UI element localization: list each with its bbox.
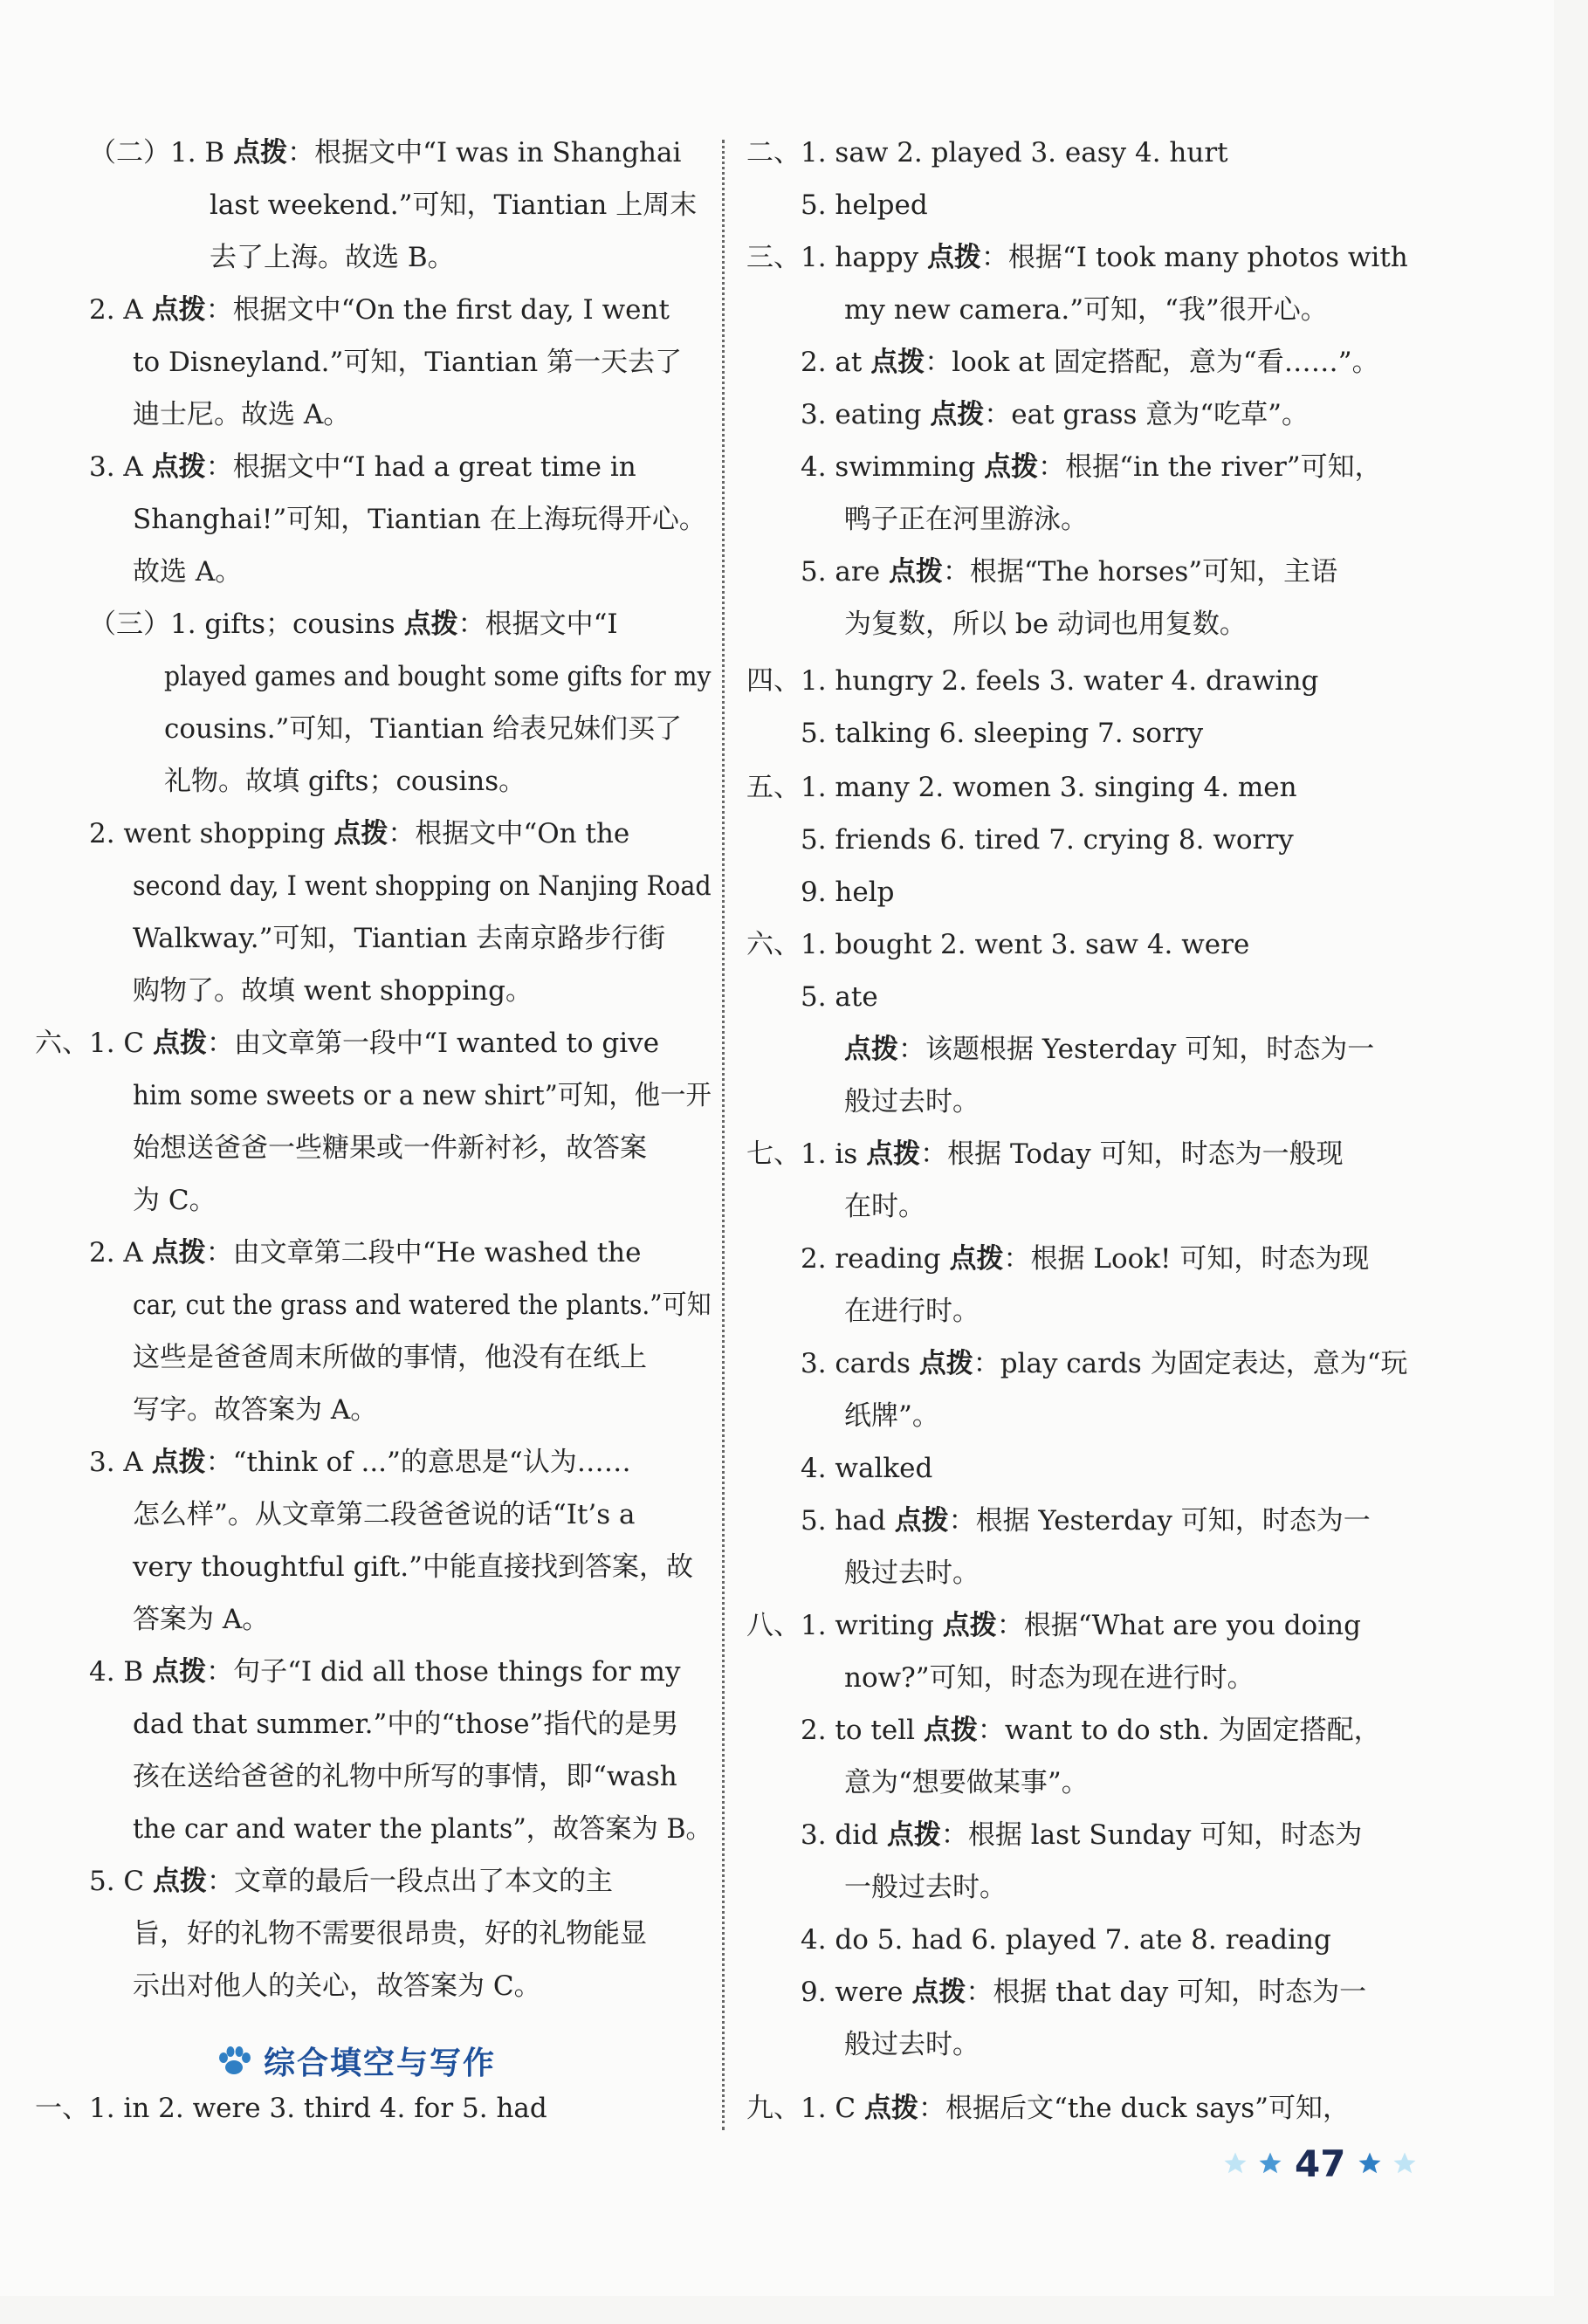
answer-line: 4. B 点拨：句子“I did all those things for my	[89, 1656, 681, 1688]
answer-line: 七、1. is 点拨：根据 Today 可知，时态为一般现	[746, 1138, 1344, 1170]
star-icon	[1357, 2150, 1383, 2176]
answer-line: 4. do 5. had 6. played 7. ate 8. reading	[801, 1924, 1331, 1956]
answer-line: 在进行时。	[844, 1296, 980, 1327]
answer-line: 六、1. C 点拨：由文章第一段中“I wanted to give	[35, 1028, 660, 1059]
star-icon	[1392, 2150, 1418, 2176]
answer-line: 一般过去时。	[844, 1872, 1007, 1903]
answer-line: 一、1. in 2. were 3. third 4. for 5. had	[35, 2093, 547, 2124]
answer-line: 般过去时。	[844, 2029, 980, 2060]
answer-line: 为复数，所以 be 动词也用复数。	[844, 609, 1247, 640]
answer-line: （三）1. gifts；cousins 点拨：根据文中“I	[89, 609, 618, 640]
answer-line: played games and bought some gifts for my	[164, 661, 712, 692]
answer-line: 3. A 点拨：根据文中“I had a great time in	[89, 451, 636, 483]
answer-line: 5. ate	[801, 981, 878, 1013]
page-number: 47	[1295, 2142, 1346, 2185]
answer-line: 鸭子正在河里游泳。	[844, 504, 1088, 535]
answer-line: to Disneyland.”可知，Tiantian 第一天去了	[133, 347, 683, 378]
answer-line: 旨，好的礼物不需要很昂贵，好的礼物能显	[133, 1918, 647, 1949]
answer-line: 3. A 点拨：“think of ...”的意思是“认为……	[89, 1447, 631, 1478]
answer-line: 示出对他人的关心，故答案为 C。	[133, 1970, 541, 2002]
star-icon	[1257, 2150, 1283, 2176]
answer-line: Shanghai!”可知，Tiantian 在上海玩得开心。	[133, 504, 706, 535]
answer-line: 这些是爸爸周末所做的事情，他没有在纸上	[133, 1342, 647, 1373]
answer-line: 孩在送给爸爸的礼物中所写的事情，即“wash	[133, 1761, 677, 1792]
answer-line: 5. had 点拨：根据 Yesterday 可知，时态为一	[801, 1505, 1371, 1537]
answer-line: 2. A 点拨：根据文中“On the first day, I went	[89, 294, 670, 326]
answer-line: 九、1. C 点拨：根据后文“the duck says”可知，	[746, 2093, 1350, 2124]
answer-line: 2. at 点拨：look at 固定搭配，意为“看……”。	[801, 347, 1379, 378]
answer-line: 怎么样”。从文章第二段爸爸说的话“It’s a	[133, 1499, 636, 1530]
answer-line: 在时。	[844, 1191, 925, 1222]
answer-line: 4. walked	[801, 1453, 933, 1484]
answer-line: 故选 A。	[133, 556, 243, 588]
answer-line: last weekend.”可知，Tiantian 上周末	[210, 189, 698, 221]
answer-line: 3. eating 点拨：eat grass 意为“吃草”。	[801, 399, 1309, 430]
answer-line: now?”可知，时态为现在进行时。	[844, 1662, 1255, 1694]
answer-line: 为 C。	[133, 1185, 217, 1216]
answer-line: 9. were 点拨：根据 that day 可知，时态为一	[801, 1977, 1367, 2008]
answer-line: 八、1. writing 点拨：根据“What are you doing	[746, 1610, 1361, 1641]
answer-line: 4. swimming 点拨：根据“in the river”可知，	[801, 451, 1382, 483]
answer-line: 纸牌”。	[844, 1400, 939, 1432]
answer-line: 5. C 点拨：文章的最后一段点出了本文的主	[89, 1866, 614, 1897]
answer-line: 5. helped	[801, 189, 928, 221]
section-heading	[217, 2039, 496, 2083]
answer-line: 般过去时。	[844, 1557, 980, 1589]
answer-line: 迪士尼。故选 A。	[133, 399, 351, 430]
answer-line: Walkway.”可知，Tiantian 去南京路步行街	[133, 923, 666, 954]
answer-line: 六、1. bought 2. went 3. saw 4. were	[746, 929, 1250, 960]
answer-line: 点拨：该题根据 Yesterday 可知，时态为一	[844, 1034, 1375, 1065]
answer-line: the car and water the plants”，故答案为 B。	[133, 1813, 712, 1845]
page-footer	[1218, 2137, 1422, 2190]
answer-line: 2. went shopping 点拨：根据文中“On the	[89, 818, 630, 849]
answer-line: 写字。故答案为 A。	[133, 1394, 378, 1426]
answer-line: second day, I went shopping on Nanjing Road	[133, 870, 712, 902]
answer-line: 5. friends 6. tired 7. crying 8. worry	[801, 824, 1294, 856]
answer-line: 答案为 A。	[133, 1604, 270, 1635]
answer-line: 三、1. happy 点拨：根据“I took many photos with	[746, 242, 1408, 273]
answer-line: 5. are 点拨：根据“The horses”可知，主语	[801, 556, 1338, 588]
answer-line: him some sweets or a new shirt”可知，他一开	[133, 1080, 712, 1111]
column-divider	[722, 140, 725, 2130]
answer-line: 二、1. saw 2. played 3. easy 4. hurt	[746, 137, 1228, 168]
answer-line: 意为“想要做某事”。	[844, 1767, 1089, 1798]
answer-line: 3. did 点拨：根据 last Sunday 可知，时态为	[801, 1819, 1363, 1851]
answer-line: 9. help	[801, 877, 895, 908]
answer-line: car, cut the grass and watered the plants.”可知	[133, 1289, 712, 1321]
answer-line: my new camera.”可知，“我”很开心。	[844, 294, 1328, 326]
answer-line: （二）1. B 点拨：根据文中“I was in Shanghai	[89, 137, 682, 168]
answer-line: 3. cards 点拨：play cards 为固定表达，意为“玩	[801, 1348, 1408, 1379]
section-heading-text: 综合填空与写作	[264, 2046, 497, 2081]
answer-line: 始想送爸爸一些糖果或一件新衬衫，故答案	[133, 1132, 647, 1164]
answer-line: 般过去时。	[844, 1086, 980, 1117]
answer-line: 购物了。故填 went shopping。	[133, 975, 533, 1007]
answer-line: 2. A 点拨：由文章第二段中“He washed the	[89, 1237, 642, 1269]
star-icon	[1222, 2150, 1248, 2176]
answer-line: dad that summer.”中的“those”指代的是男	[133, 1709, 679, 1740]
answer-line: 5. talking 6. sleeping 7. sorry	[801, 718, 1204, 749]
answer-line: cousins.”可知，Tiantian 给表兄妹们买了	[164, 713, 683, 745]
answer-line: 2. to tell 点拨：want to do sth. 为固定搭配，	[801, 1715, 1381, 1746]
answer-line: 礼物。故填 gifts；cousins。	[164, 766, 526, 797]
answer-line: 2. reading 点拨：根据 Look! 可知，时态为现	[801, 1243, 1370, 1275]
answer-line: 五、1. many 2. women 3. singing 4. men	[746, 772, 1297, 803]
answer-line: 四、1. hungry 2. feels 3. water 4. drawing	[746, 665, 1319, 697]
answer-line: very thoughtful gift.”中能直接找到答案，故	[133, 1551, 693, 1583]
answer-line: 去了上海。故选 B。	[210, 242, 455, 273]
paw-icon	[217, 2046, 251, 2077]
